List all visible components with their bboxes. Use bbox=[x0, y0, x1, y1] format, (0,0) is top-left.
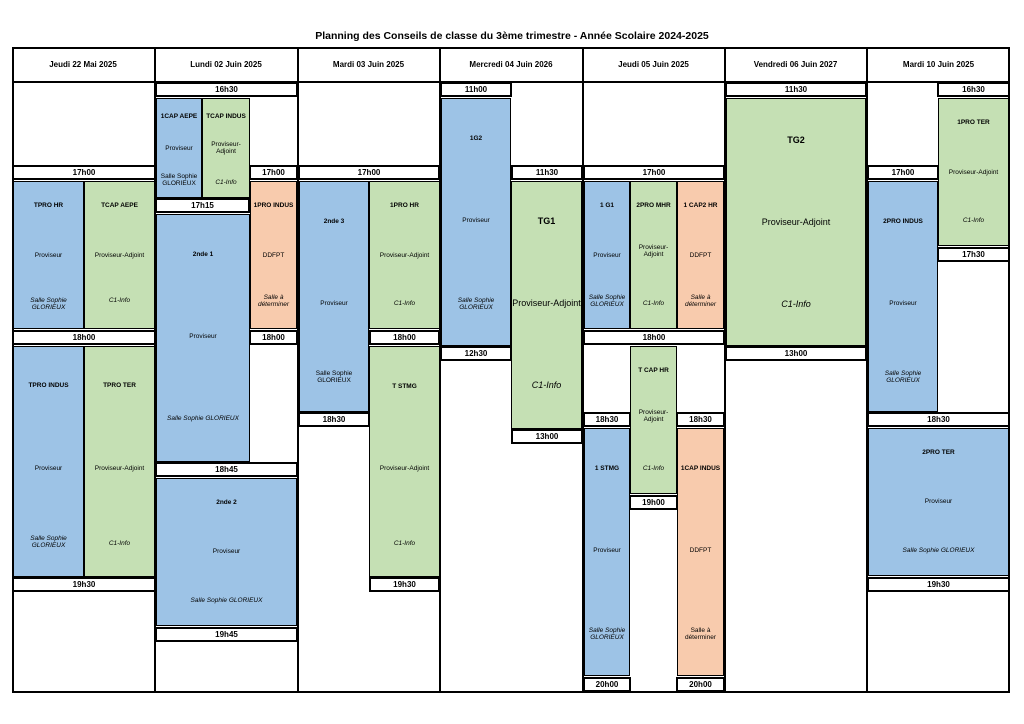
time-label: 17h00 bbox=[867, 165, 939, 180]
day-header-5: Jeudi 05 Juin 2025 bbox=[583, 47, 726, 83]
time-label: 17h00 bbox=[249, 165, 298, 180]
council-block bbox=[938, 98, 1009, 246]
chair-role: Proviseur-Adjoint bbox=[512, 298, 581, 308]
time-label: 17h00 bbox=[298, 165, 440, 180]
time-label: 18h45 bbox=[155, 462, 298, 477]
day-header-2: Lundi 02 Juin 2025 bbox=[155, 47, 299, 83]
class-name: 2PRO MHR bbox=[636, 202, 671, 209]
room-label: Salle Sophie GLORIEUX bbox=[902, 547, 975, 554]
room-label: C1-Info bbox=[108, 540, 131, 547]
room-label: Salle à déterminer bbox=[684, 294, 717, 308]
time-label: 17h00 bbox=[12, 165, 156, 180]
council-block bbox=[84, 346, 155, 577]
chair-role: Proviseur bbox=[189, 333, 217, 340]
class-name: T STMG bbox=[392, 383, 417, 390]
council-block bbox=[726, 98, 866, 346]
time-label: 18h00 bbox=[12, 330, 156, 345]
room-label: C1-Info bbox=[531, 380, 562, 390]
class-name: 2PRO INDUS bbox=[883, 218, 923, 225]
council-block bbox=[369, 181, 440, 329]
chair-role: Proviseur-Adjoint bbox=[379, 465, 430, 472]
council-block bbox=[677, 181, 724, 329]
time-label: 18h00 bbox=[583, 330, 725, 345]
chair-role: Proviseur bbox=[34, 252, 63, 259]
class-name: 2nde 1 bbox=[192, 251, 214, 258]
class-name: 1 G1 bbox=[599, 202, 615, 209]
class-name: 1CAP AEPE bbox=[160, 113, 198, 120]
room-label: Salle à déterminer bbox=[684, 627, 717, 641]
day-header-3: Mardi 03 Juin 2025 bbox=[298, 47, 441, 83]
time-label: 11h30 bbox=[725, 82, 867, 97]
class-name: 2nde 3 bbox=[323, 218, 345, 225]
class-name: TCAP INDUS bbox=[206, 113, 246, 120]
class-name: TPRO TER bbox=[103, 382, 136, 389]
room-label: C1-Info bbox=[108, 297, 131, 304]
class-name: 2nde 2 bbox=[216, 499, 237, 506]
class-name: 1CAP INDUS bbox=[680, 465, 721, 472]
time-label: 19h45 bbox=[155, 627, 298, 642]
time-label: 16h30 bbox=[937, 82, 1010, 97]
class-name: 1 CAP2 HR bbox=[683, 202, 718, 209]
room-label: Salle Sophie GLORIEUX bbox=[30, 535, 67, 549]
time-label: 16h30 bbox=[155, 82, 298, 97]
day-header-7: Mardi 10 Juin 2025 bbox=[867, 47, 1010, 83]
time-label: 19h00 bbox=[629, 495, 678, 510]
room-label: C1-Info bbox=[642, 465, 665, 472]
time-label: 11h30 bbox=[511, 165, 583, 180]
class-name: 1PRO HR bbox=[390, 202, 419, 209]
chair-role: Proviseur bbox=[593, 252, 621, 259]
chair-role: DDFPT bbox=[689, 252, 712, 259]
chair-role: Proviseur bbox=[34, 465, 63, 472]
room-label: Salle à déterminer bbox=[257, 294, 290, 308]
chair-role: Proviseur bbox=[593, 547, 621, 554]
time-label: 20h00 bbox=[583, 677, 631, 692]
time-label: 18h30 bbox=[583, 412, 631, 427]
chair-role: Proviseur-Adjoint bbox=[638, 409, 669, 423]
class-name: 1G2 bbox=[469, 135, 483, 142]
time-label: 17h30 bbox=[937, 247, 1010, 262]
time-label: 20h00 bbox=[676, 677, 725, 692]
room-label: Salle Sophie GLORIEUX bbox=[190, 597, 263, 604]
day-header-6: Vendredi 06 Juin 2027 bbox=[725, 47, 868, 83]
council-block bbox=[299, 181, 369, 412]
chair-role: Proviseur bbox=[462, 217, 490, 224]
class-name: 2PRO TER bbox=[922, 449, 955, 456]
chair-role: Proviseur bbox=[924, 498, 953, 505]
chair-role: Proviseur-Adjoint bbox=[211, 141, 241, 155]
room-label: Salle Sophie GLORIEUX bbox=[884, 370, 922, 384]
council-block bbox=[630, 346, 677, 494]
class-name: T CAP HR bbox=[638, 367, 669, 374]
room-label: Salle Sophie GLORIEUX bbox=[30, 297, 67, 311]
chair-role: Proviseur bbox=[165, 145, 193, 152]
class-name: TG1 bbox=[537, 216, 556, 226]
class-name: 1 STMG bbox=[594, 465, 620, 472]
council-block bbox=[677, 428, 724, 676]
council-block bbox=[369, 346, 440, 577]
time-label: 19h30 bbox=[12, 577, 156, 592]
room-label: C1-Info bbox=[393, 300, 416, 307]
class-name: TCAP AEPE bbox=[101, 202, 138, 209]
class-name: 1PRO INDUS bbox=[253, 202, 294, 209]
council-block bbox=[868, 428, 1009, 576]
chair-role: Proviseur-Adjoint bbox=[94, 465, 145, 472]
room-label: C1-Info bbox=[215, 179, 237, 186]
page-title: Planning des Conseils de classe du 3ème trimestre - Année Scolaire 2024-2025 bbox=[315, 30, 709, 42]
council-block bbox=[630, 181, 677, 329]
chair-role: Proviseur-Adjoint bbox=[379, 252, 430, 259]
council-block bbox=[250, 181, 297, 329]
room-label: Salle Sophie GLORIEUX bbox=[588, 294, 626, 308]
chair-role: Proviseur bbox=[320, 300, 348, 307]
room-label: Salle Sophie GLORIEUX bbox=[160, 173, 198, 187]
time-label: 13h00 bbox=[725, 346, 867, 361]
council-block bbox=[511, 181, 582, 429]
time-label: 17h00 bbox=[583, 165, 725, 180]
council-block bbox=[868, 181, 938, 412]
time-label: 11h00 bbox=[440, 82, 512, 97]
room-label: Salle Sophie GLORIEUX bbox=[588, 627, 626, 641]
chair-role: Proviseur bbox=[212, 548, 241, 555]
council-block bbox=[156, 478, 297, 626]
chair-role: Proviseur-Adjoint bbox=[761, 217, 831, 227]
room-label: Salle Sophie GLORIEUX bbox=[167, 415, 239, 422]
chair-role: Proviseur bbox=[889, 300, 917, 307]
class-name: TPRO HR bbox=[33, 202, 64, 209]
council-block bbox=[584, 181, 630, 329]
time-label: 18h00 bbox=[369, 330, 440, 345]
time-label: 18h30 bbox=[867, 412, 1010, 427]
day-header-4: Mercredi 04 Juin 2026 bbox=[440, 47, 584, 83]
day-header-1: Jeudi 22 Mai 2025 bbox=[12, 47, 156, 83]
time-label: 19h30 bbox=[867, 577, 1010, 592]
council-block bbox=[156, 214, 250, 462]
chair-role: Proviseur-Adjoint bbox=[948, 169, 999, 176]
time-label: 17h15 bbox=[155, 198, 250, 213]
chair-role: Proviseur-Adjoint bbox=[638, 244, 669, 258]
council-block bbox=[156, 98, 202, 198]
class-name: TG2 bbox=[787, 135, 805, 145]
room-label: C1-Info bbox=[642, 300, 665, 307]
time-label: 18h30 bbox=[298, 412, 370, 427]
council-block bbox=[13, 346, 84, 577]
room-label: Salle Sophie GLORIEUX bbox=[315, 370, 353, 384]
council-block bbox=[84, 181, 155, 329]
time-label: 13h00 bbox=[511, 429, 583, 444]
class-name: 1PRO TER bbox=[957, 119, 990, 126]
room-label: C1-Info bbox=[393, 540, 416, 547]
class-name: TPRO INDUS bbox=[28, 382, 69, 389]
room-label: Salle Sophie GLORIEUX bbox=[457, 297, 495, 311]
time-label: 12h30 bbox=[440, 346, 512, 361]
council-block bbox=[584, 428, 630, 676]
council-block bbox=[202, 98, 250, 198]
chair-role: Proviseur-Adjoint bbox=[94, 252, 145, 259]
room-label: C1-Info bbox=[962, 217, 985, 224]
council-block bbox=[13, 181, 84, 329]
room-label: C1-Info bbox=[781, 299, 811, 309]
time-label: 18h30 bbox=[676, 412, 725, 427]
chair-role: DDFPT bbox=[689, 547, 712, 554]
council-block bbox=[441, 98, 511, 346]
time-label: 19h30 bbox=[369, 577, 440, 592]
chair-role: DDFPT bbox=[262, 252, 285, 259]
time-label: 18h00 bbox=[249, 330, 298, 345]
